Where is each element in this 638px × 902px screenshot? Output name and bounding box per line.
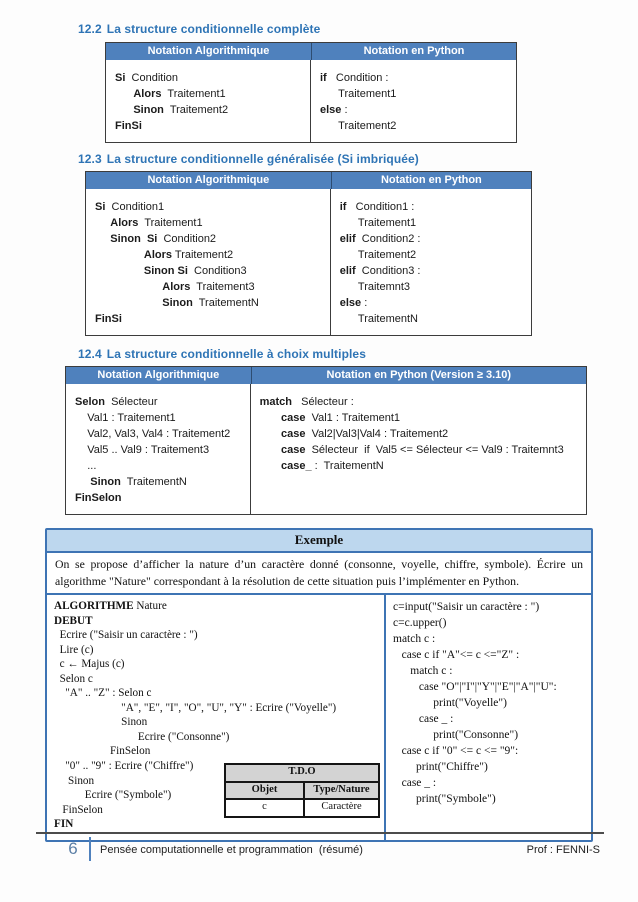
example-statement: On se propose d’afficher la nature d’un caractère donné (consonne, voyelle, chiffre, symbole). Écrire un algorithme "Nature" correspondant à la résolution de cette situation puis l’implémenter en Python.: [47, 553, 591, 595]
example-code-area: [47, 595, 591, 840]
notation-table-generalisee: [85, 171, 532, 336]
code-line: Val5 .. Val9 : Traitement3: [75, 444, 210, 456]
code-line: ...: [75, 460, 97, 472]
code-line: Sinon: [54, 716, 148, 729]
code-line: case Sélecteur if Val5 <= Sélecteur <= Val9 : Traitemnt3: [281, 444, 564, 456]
python-code: [393, 599, 589, 807]
code-line: Sinon Si Condition3: [143, 265, 247, 277]
table-body-row: [106, 60, 516, 142]
code-line: Alors Traitement1: [110, 217, 203, 229]
algorithm-column: [47, 595, 386, 840]
code-line: case_ : TraitementN: [281, 460, 384, 472]
section-title: La structure conditionnelle complète: [106, 22, 321, 36]
section-number: 12.2: [78, 22, 102, 36]
python-notation-cell: [311, 60, 516, 142]
code-line: Ecrire ("Saisir un caractère : "): [54, 629, 198, 642]
code-line: FIN: [54, 818, 74, 831]
section-title: La structure conditionnelle généralisée (Si imbriquée): [106, 152, 419, 166]
section-number: 12.3: [78, 152, 102, 166]
code-line: FinSelon: [54, 745, 151, 758]
code-line: Sinon: [54, 774, 95, 787]
header-notation-algorithmique: Notation Algorithmique: [106, 43, 312, 60]
section-title: La structure conditionnelle à choix multiples: [106, 347, 366, 361]
notation-table-complete: [105, 42, 517, 143]
header-notation-algorithmique: Notation Algorithmique: [66, 367, 252, 384]
footer: [62, 837, 600, 861]
algorithm-notation-cell: [86, 189, 331, 335]
code-line: if Condition1 :: [339, 201, 415, 213]
code-line: FinSi: [115, 120, 142, 132]
code-line: Sinon TraitementN: [90, 476, 187, 488]
python-column: [386, 595, 591, 840]
table-header-row: [106, 43, 516, 60]
table-body-row: [86, 189, 531, 335]
code-line: c=input("Saisir un caractère : "): [393, 601, 540, 613]
code-line: Traitement2: [320, 120, 397, 132]
code-line: case "O"|"I"|"Y"|"E"|"A"|"U":: [393, 681, 557, 693]
tdo-cell-objet: c: [226, 800, 305, 816]
code-line: "0" .. "9" : Ecrire ("Chiffre"): [54, 760, 194, 773]
tdo-title: T.D.O: [226, 765, 378, 783]
tdo-header-objet: Objet: [226, 783, 305, 799]
header-notation-python: Notation en Python (Version ≥ 3.10): [326, 369, 512, 381]
code-line: FinSelon: [75, 492, 122, 504]
code-line: Traitement1: [339, 217, 417, 229]
tdo-data-row: [226, 800, 378, 816]
code-line: print("Consonne"): [393, 729, 519, 741]
code-line: DEBUT: [54, 614, 93, 627]
code-line: Traitement2: [339, 249, 417, 261]
footer-author: Prof : FENNI-S: [526, 844, 600, 856]
header-notation-algorithmique: Notation Algorithmique: [86, 172, 332, 189]
footer-title: Pensée computationnelle et programmation (résumé): [100, 844, 363, 856]
code-line: print("Chiffre"): [393, 761, 488, 773]
algorithm-notation-cell: [106, 60, 311, 142]
code-line: Ecrire ("Symbole"): [54, 789, 172, 802]
code-line: Sinon Traitement2: [133, 104, 229, 116]
code-line: print("Symbole"): [393, 793, 496, 805]
code-line: match c :: [393, 665, 453, 677]
code-line: print("Voyelle"): [393, 697, 507, 709]
code-line: elif Condition3 :: [339, 265, 421, 277]
code-line: Lire (c): [54, 643, 94, 656]
code-line: FinSelon: [54, 803, 103, 816]
code-line: Ecrire ("Consonne"): [54, 730, 230, 743]
tdo-cell-type: Caractère: [321, 801, 362, 813]
page-number: 6: [68, 839, 78, 858]
code-line: Sinon Si Condition2: [110, 233, 217, 245]
code-line: case Val2|Val3|Val4 : Traitement2: [281, 428, 449, 440]
code-line: Selon c: [54, 672, 93, 685]
code-line: elif Condition2 :: [339, 233, 421, 245]
tdo-table: [224, 763, 380, 818]
header-notation-python: Notation en Python: [380, 174, 482, 186]
tdo-header-row: [226, 783, 378, 801]
code-line: Alors Traitement2: [143, 249, 234, 261]
code-line: case _ :: [393, 713, 454, 725]
code-line: c=c.upper(): [393, 617, 447, 629]
section-heading-12-3: [78, 152, 638, 166]
section-heading-12-2: [78, 0, 638, 36]
tdo-header-type: Type/Nature: [305, 783, 378, 799]
table-header-row: [66, 367, 586, 384]
code-line: TraitementN: [339, 313, 418, 325]
code-line: else :: [320, 104, 348, 116]
footer-separator: [89, 837, 91, 861]
table-body-row: [66, 384, 586, 514]
footer-divider: [36, 832, 604, 834]
code-line: match Sélecteur :: [259, 396, 354, 408]
section-number: 12.4: [78, 347, 102, 361]
code-line: c ← Majus (c): [54, 658, 125, 671]
example-box: [45, 528, 593, 842]
python-notation-cell: [251, 384, 586, 514]
example-header: Exemple: [47, 530, 591, 553]
code-line: Traitemnt3: [339, 281, 411, 293]
code-line: case Val1 : Traitement1: [281, 412, 401, 424]
python-notation-cell: [331, 189, 531, 335]
code-line: Val2, Val3, Val4 : Traitement2: [75, 428, 231, 440]
code-line: Val1 : Traitement1: [75, 412, 176, 424]
code-line: Si Condition: [115, 72, 178, 84]
code-line: "A" .. "Z" : Selon c: [54, 687, 152, 700]
algorithm-notation-cell: [66, 384, 251, 514]
code-line: case _ :: [393, 777, 437, 789]
code-line: if Condition :: [320, 72, 389, 84]
table-header-row: [86, 172, 531, 189]
header-notation-python: Notation en Python: [363, 45, 465, 57]
code-line: ALGORITHME Nature: [54, 600, 167, 612]
code-line: case c if "0" <= c <= "9":: [393, 745, 519, 757]
code-line: "A", "E", "I", "O", "U", "Y" : Ecrire ("Voyelle"): [54, 701, 337, 714]
code-line: Sinon TraitementN: [162, 297, 259, 309]
notation-table-choix-multiples: [65, 366, 587, 515]
code-line: match c :: [393, 633, 436, 645]
code-line: Selon Sélecteur: [75, 396, 158, 408]
code-line: case c if "A"<= c <="Z" :: [393, 649, 520, 661]
code-line: Traitement1: [320, 88, 397, 100]
code-line: Si Condition1: [95, 201, 165, 213]
code-line: FinSi: [95, 313, 122, 325]
code-line: else :: [339, 297, 368, 309]
code-line: Alors Traitement1: [133, 88, 226, 100]
code-line: Alors Traitement3: [162, 281, 255, 293]
section-heading-12-4: [78, 347, 638, 361]
